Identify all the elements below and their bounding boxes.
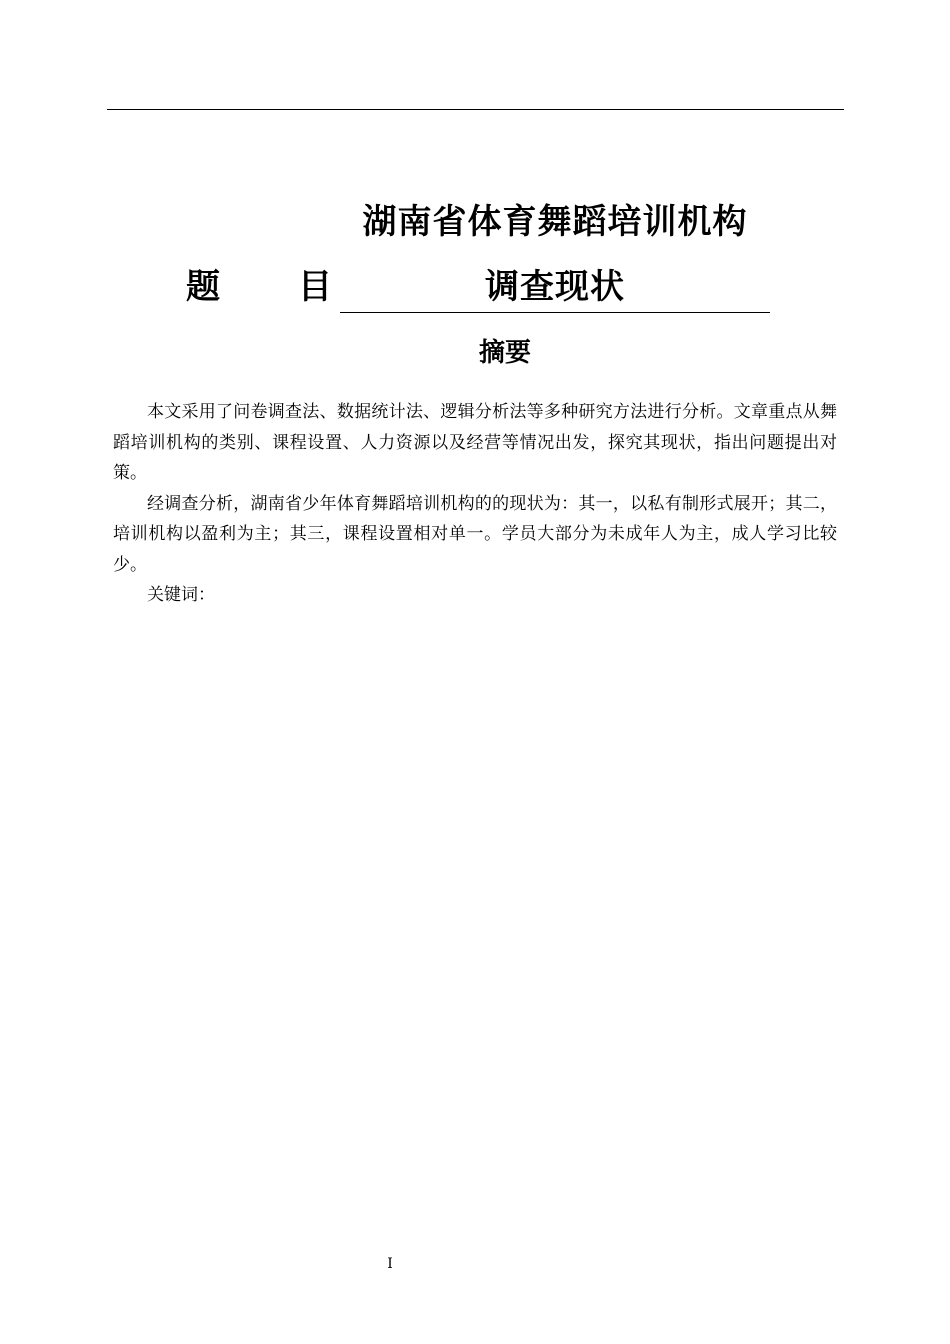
abstract-heading: 摘要 [478,338,531,368]
title-label-mu: 目 [298,267,332,307]
title-line-1: 湖南省体育舞蹈培训机构 [362,202,748,242]
abstract-paragraph-2: 经调查分析，湖南省少年体育舞蹈培训机构的的现状为：其一，以私有制形式展开；其二，培训机构以盈利为主；其三，课程设置相对单一。学员大部分为未成年人为主，成人学习比较少。 [113,493,837,575]
title-underline [340,312,770,313]
page-number: I [387,1256,393,1272]
abstract-body [113,397,837,611]
keywords-label: 关键词： [147,585,215,605]
title-label-ti: 题 [186,267,220,307]
header-rule [107,109,844,110]
title-line-2: 调查现状 [485,267,625,307]
abstract-paragraph-1: 本文采用了问卷调查法、数据统计法、逻辑分析法等多种研究方法进行分析。文章重点从舞蹈培训机构的类别、课程设置、人力资源以及经营等情况出发，探究其现状，指出问题提出对策。 [113,402,837,483]
